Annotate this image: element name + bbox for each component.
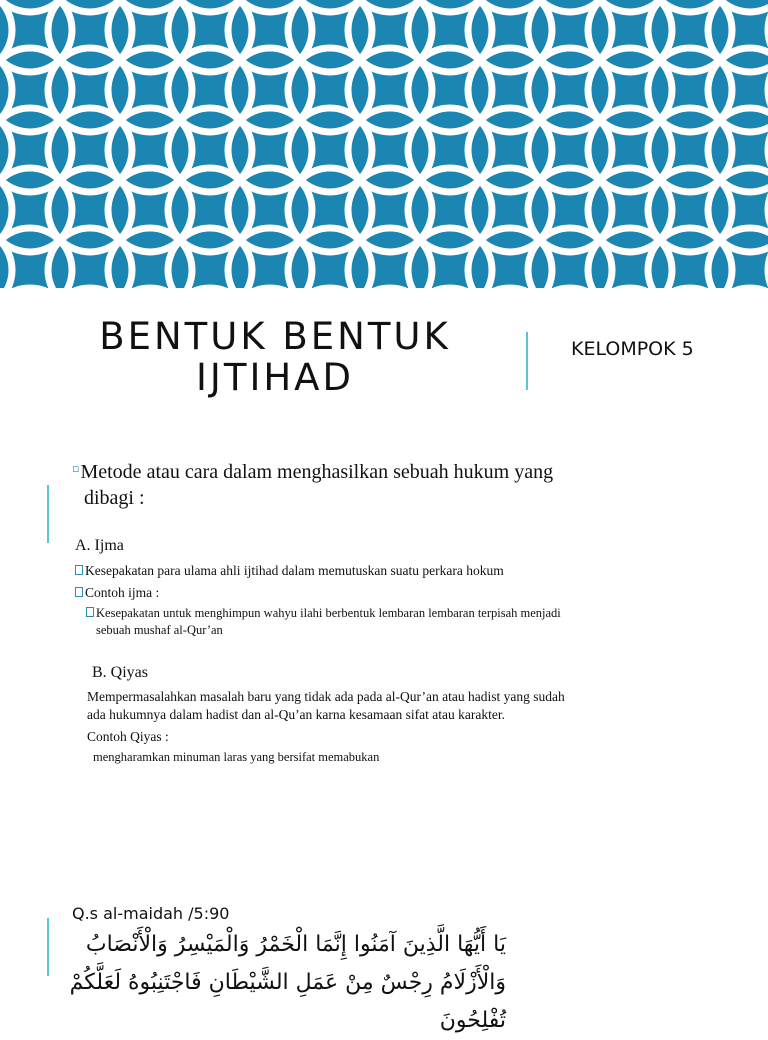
section-accent-line [47,485,49,543]
intro-paragraph [72,456,632,511]
ijma-point-1-text: Kesepakatan para ulama ahli ijtihad dalam memutuskan suatu perkara hokum [85,563,504,578]
qiyas-desc-line-1: Mempermasalahkan masalah baru yang tidak ada pada al-Qur’an atau hadist yang sudah [87,689,565,704]
circle-pattern-graphic [0,0,768,288]
qiyas-desc-line-2: ada hukumnya dalam hadist dan al-Qu’an karna kesamaan sifat atau karakter. [87,707,505,722]
ijma-point-2-text: Contoh ijma : [85,585,160,600]
verse-reference: Q.s al-maidah /5:90 [72,904,230,923]
decorative-pattern-banner [0,0,768,288]
bullet-icon: ▫ [72,462,80,475]
group-label: KELOMPOK 5 [571,338,694,360]
title-divider-line [526,332,528,390]
intro-text-line-2: dibagi : [84,487,145,509]
arabic-verse-line-3: تُفْلِحُونَ [439,1008,506,1033]
arabic-verse [66,926,506,1040]
qiyas-example-label: Contoh Qiyas : [87,729,169,744]
title-line-2: IJTIHAD [196,356,354,399]
title-line-1: BENTUK BENTUK [99,315,451,358]
ijma-point-2 [75,584,159,602]
ijma-example [86,605,686,639]
qiyas-example: mengharamkan minuman laras yang bersifat memabukan [93,750,380,764]
ijma-point-1 [75,562,504,580]
intro-text-line-1: Metode atau cara dalam menghasilkan sebuah hukum yang [80,461,554,483]
bullet-square-icon [75,565,83,575]
ijma-heading: A. Ijma [75,537,124,554]
slide-title [60,316,490,398]
bullet-square-icon [75,587,83,597]
qiyas-heading: B. Qiyas [92,664,148,681]
verse-accent-line [47,918,49,976]
ijma-example-line-1: Kesepakatan untuk menghimpun wahyu ilahi berbentuk lembaran lembaran terpisah menjadi [96,606,561,620]
ijma-example-line-2: sebuah mushaf al-Qur’an [96,623,223,637]
qiyas-description [87,688,687,724]
arabic-verse-line-2: وَالْأَزْلَامُ رِجْسٌ مِنْ عَمَلِ الشَّيْطَانِ فَاجْتَنِبُوهُ لَعَلَّكُمْ [69,970,506,995]
bullet-square-icon [86,607,94,617]
arabic-verse-line-1: يَا أَيُّهَا الَّذِينَ آمَنُوا إِنَّمَا الْخَمْرُ وَالْمَيْسِرُ وَالْأَنْصَابُ [85,932,506,957]
